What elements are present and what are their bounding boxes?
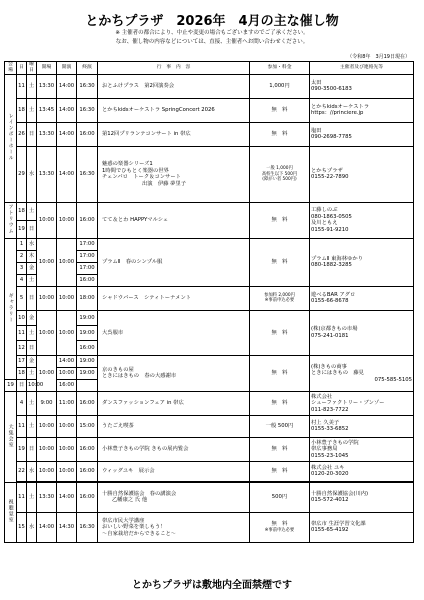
cell-day: 11 <box>17 415 27 437</box>
header-venue: 会場 <box>5 62 17 75</box>
cell-end: 16:00 <box>77 122 98 146</box>
contact-line: 090-2698-7785 <box>311 134 352 141</box>
header-fee: 参加・料金 <box>250 62 310 75</box>
cell-start: 10:00 <box>57 286 77 310</box>
cell-end: 16:00 <box>57 379 77 391</box>
cell-fee: 無 料 <box>250 238 310 286</box>
cell-fee: 無 料 <box>250 461 310 481</box>
contact-line: プラムⅡ 東海林ゆかり <box>311 255 363 262</box>
table-row <box>5 391 414 415</box>
contact-line: 塩田 <box>311 127 322 134</box>
cell-day: 18 <box>17 202 27 220</box>
cell-day: 22 <box>17 461 27 481</box>
cell-end: 16:00 <box>77 391 98 415</box>
cell-day: 18 <box>17 98 27 122</box>
cell-weekday: 土 <box>27 274 37 286</box>
event-line: 乙幡康之 氏 他 <box>112 497 148 504</box>
cell-contact <box>310 98 414 122</box>
cell-contact <box>310 355 414 391</box>
cell-fee <box>250 286 310 310</box>
cell-event <box>98 146 250 202</box>
cell-event <box>98 512 250 542</box>
cell-event <box>98 355 250 391</box>
table-row <box>5 286 414 310</box>
cell-day: 15 <box>17 512 27 542</box>
table-row <box>5 74 414 98</box>
cell-event: ウィッグユキ 展示会 <box>98 461 250 481</box>
contact-line: 工藤しのぶ <box>311 207 338 214</box>
cell-fee <box>250 512 310 542</box>
cell-weekday: 木 <box>27 250 37 262</box>
cell-event: 小林豊子きもの学院 きもの展内覧会 <box>98 437 250 461</box>
cell-end: 16:00 <box>77 202 98 238</box>
cell-end: 16:00 <box>77 340 98 355</box>
header-weekday: 曜日 <box>27 62 37 75</box>
cell-start: 10:00 <box>57 238 77 286</box>
cell-fee: 500円 <box>250 482 310 512</box>
cell-open: 10:00 <box>37 286 57 310</box>
cell-open: 10:00 <box>37 437 57 461</box>
cell-contact <box>310 74 414 98</box>
cell-fee <box>250 146 310 202</box>
cell-event: 大呉服市 <box>98 310 250 355</box>
contact-line: 帯広市 生涯学習文化課 <box>311 520 366 527</box>
cell-day: 11 <box>17 325 27 340</box>
contact-line: 遊べるBAR アグロ <box>311 291 356 298</box>
cell-day: 1 <box>17 238 27 250</box>
fee-line: ※事前申込必要 <box>264 298 295 304</box>
header-event: 行 事 内 容 <box>98 62 250 75</box>
table-row <box>5 122 414 146</box>
cell-end: 16:30 <box>77 74 98 98</box>
cell-contact <box>310 122 414 146</box>
cell-fee: 無 料 <box>250 98 310 122</box>
fee-line: 一般 1,000円 <box>266 166 293 172</box>
venue-label: ギャラリー <box>7 292 14 323</box>
cell-day: 18 <box>17 367 27 379</box>
cell-end: 16:30 <box>77 146 98 202</box>
contact-line: 080-1863-0505 <box>311 213 352 220</box>
cell-weekday: 水 <box>27 461 37 481</box>
cell-day: 26 <box>17 122 27 146</box>
cell-end: 19:00 <box>77 367 98 379</box>
cell-contact <box>310 310 414 355</box>
cell-start: 10:00 <box>57 310 77 355</box>
cell-event: てて＆とわ HAPPYマルシェ <box>98 202 250 238</box>
cell-open: 13:30 <box>37 146 57 202</box>
cell-contact <box>310 146 414 202</box>
event-line: 京のきもの屋 <box>102 366 134 373</box>
cell-weekday: 金 <box>27 262 37 274</box>
cell-open: 13:30 <box>37 74 57 98</box>
table-row <box>5 202 414 220</box>
contact-line: 0155-65-4192 <box>311 527 349 534</box>
cell-contact <box>310 202 414 238</box>
header-open: 開場 <box>37 62 57 75</box>
cell-day: 17 <box>17 355 27 367</box>
table-row <box>5 238 414 250</box>
cell-event <box>98 482 250 512</box>
cell-fee: 無 料 <box>250 310 310 355</box>
cell-end: 16:30 <box>77 512 98 542</box>
footer-no-smoking: とかちプラザは敷地内全面禁煙です <box>132 580 292 591</box>
cell-weekday: 日 <box>27 286 37 310</box>
cell-contact <box>310 391 414 415</box>
cell-open: 10:00 <box>37 355 57 391</box>
contact-line: ときにはきもの 藤見 <box>311 370 364 377</box>
cell-weekday: 土 <box>27 325 37 340</box>
cell-weekday: 土 <box>27 202 37 220</box>
cell-contact <box>310 238 414 286</box>
event-line: ～自家栽培だからできること～ <box>102 530 177 537</box>
cell-open: 9:00 <box>37 391 57 415</box>
cell-end: 16:00 <box>77 482 98 512</box>
table-row <box>5 461 414 481</box>
cell-start: 10:00 <box>57 202 77 238</box>
event-line: 1時間でひもとく楽器の世界 <box>102 167 169 174</box>
cell-start: 14:00 <box>57 98 77 122</box>
cell-day: 4 <box>17 274 27 286</box>
cell-end: 19:00 <box>77 355 98 367</box>
contact-line: 株式会社 ユキ <box>311 464 345 471</box>
cell-fee: 無 料 <box>250 355 310 391</box>
cell-open: 10:00 <box>37 415 57 437</box>
contact-line: (株)きもの商事 <box>311 363 347 370</box>
table-row <box>5 355 414 367</box>
table-row <box>5 146 414 202</box>
cell-fee: 無 料 <box>250 122 310 146</box>
cell-start: 10:00 <box>57 367 77 379</box>
event-line: ときにはきもの 春の大感謝市 <box>102 373 177 380</box>
contact-line: (株)京都きもの市場 <box>311 326 358 333</box>
cell-event: おとふけプラス 第2回演奏会 <box>98 74 250 98</box>
cell-event: 第12回プリランテコンサート in 帯広 <box>98 122 250 146</box>
event-line: 魅惑の楽器シリーズ1 <box>102 161 153 168</box>
cell-event: ダンスファッションフェア in 帯広 <box>98 391 250 415</box>
cell-weekday: 水 <box>27 238 37 250</box>
venue-workshop-room <box>5 482 17 542</box>
cell-open: 13:30 <box>37 122 57 146</box>
cell-start: 10:00 <box>57 461 77 481</box>
contact-line: 及川ともえ <box>311 220 338 227</box>
venue-atrium <box>5 202 17 238</box>
cell-contact <box>310 482 414 512</box>
cell-start: 10:00 <box>57 437 77 461</box>
notice-line-1: ※ 主催者の都合により、中止や変更の場合もございますのでご了承ください。 <box>115 30 309 36</box>
cell-end: 16:00 <box>77 461 98 481</box>
contact-line: 十勝自然保護協会(川内) <box>311 490 369 497</box>
cell-fee: 無 料 <box>250 391 310 415</box>
cell-start: 14:00 <box>57 355 77 367</box>
cell-weekday: 日 <box>27 437 37 461</box>
venue-label: レインボーホール <box>7 113 14 162</box>
table-header-row <box>5 62 414 75</box>
cell-weekday: 日 <box>27 122 37 146</box>
cell-day: 11 <box>17 74 27 98</box>
venue-label: アトリウム <box>7 204 14 235</box>
cell-day: 11 <box>17 482 27 512</box>
contact-line: 0155-91-9210 <box>311 227 349 234</box>
cell-weekday: 日 <box>17 379 27 391</box>
cell-contact <box>310 286 414 310</box>
table-row <box>5 98 414 122</box>
venue-label: 大集会室 <box>7 423 14 448</box>
cell-weekday: 水 <box>27 146 37 202</box>
cell-open: 14:00 <box>37 512 57 542</box>
contact-line: 0155-23-1045 <box>311 452 349 459</box>
cell-weekday: 水 <box>27 512 37 542</box>
cell-end: 15:00 <box>77 415 98 437</box>
header-end: 終演 <box>77 62 98 75</box>
event-line: 十勝自然保護協会 春の講演会 <box>102 490 177 497</box>
cell-open: 13:45 <box>37 98 57 122</box>
schedule-table <box>4 61 414 543</box>
cell-end: 19:00 <box>77 310 98 325</box>
cell-fee: 一般 500円 <box>250 415 310 437</box>
header-start: 開演 <box>57 62 77 75</box>
cell-start: 10:00 <box>57 415 77 437</box>
cell-end: 17:00 <box>77 262 98 274</box>
contact-line: とかちkidsオーケストラ <box>311 103 370 110</box>
cell-fee: 1,000円 <box>250 74 310 98</box>
fee-line: 高校生以下 500円 <box>261 171 298 177</box>
contact-line: 太田 <box>311 79 322 86</box>
header-day: 日 <box>17 62 27 75</box>
page-title: とかちプラザ 2026年 4月の主な催し物 <box>85 14 339 29</box>
cell-weekday: 土 <box>27 391 37 415</box>
cell-day: 19 <box>5 379 17 391</box>
cell-day: 29 <box>17 146 27 202</box>
notice-line-2: なお、催し物の内容などについては、直接、主催者へお問い合わせください。 <box>115 39 309 45</box>
contact-line: 0155-33-6852 <box>311 426 349 433</box>
current-date: （令和8年 3月19日現在） <box>347 54 410 60</box>
fee-line: (障がい者 500円) <box>262 177 297 183</box>
cell-contact <box>310 437 414 461</box>
cell-day: 4 <box>17 391 27 415</box>
cell-event: とかちkidsオーケストラ SpringConcert 2026 <box>98 98 250 122</box>
contact-line: 015-572-4012 <box>311 497 349 504</box>
cell-open: 10:00 <box>37 461 57 481</box>
cell-weekday: 土 <box>27 367 37 379</box>
event-line: おいしい野菜を楽しもう！ <box>102 524 166 531</box>
contact-line: シューファクトリー・ブンゾー <box>311 400 385 407</box>
venue-rainbow-hall <box>5 74 17 202</box>
contact-line: https：//princiere.jp <box>311 110 364 117</box>
contact-line: 小林豊子きもの学院 <box>311 439 359 446</box>
contact-line: とかちプラザ <box>311 167 343 174</box>
cell-day: 12 <box>17 340 27 355</box>
cell-contact <box>310 415 414 437</box>
cell-weekday: 土 <box>27 482 37 512</box>
cell-start: 14:00 <box>57 146 77 202</box>
fee-line: ※事前申込必要 <box>264 528 295 534</box>
cell-day: 2 <box>17 250 27 262</box>
cell-end: 17:00 <box>77 250 98 262</box>
event-line: 出演 伊藤 夢里子 <box>142 181 187 188</box>
cell-start: 11:00 <box>57 391 77 415</box>
cell-event: プラムⅡ 春のシンプル服 <box>98 238 250 286</box>
event-line: チェンバロ トーク＆コンサート <box>102 174 181 181</box>
contact-line: 0155-66-8678 <box>311 298 349 305</box>
cell-day: 5 <box>17 286 27 310</box>
table-row <box>5 310 414 325</box>
cell-day: 10 <box>17 310 27 325</box>
contact-line: 0120-20-3020 <box>311 471 349 478</box>
cell-day: 19 <box>17 220 27 238</box>
event-line: 帯広市民大学講座 <box>102 517 145 524</box>
contact-line: 075-585-5105 <box>374 376 412 383</box>
cell-weekday: 日 <box>27 220 37 238</box>
cell-weekday: 日 <box>27 340 37 355</box>
contact-line: 090-3500-6183 <box>311 86 352 93</box>
venue-large-conference-room <box>5 391 17 482</box>
cell-end: 16:00 <box>77 274 98 286</box>
cell-fee: 無 料 <box>250 437 310 461</box>
table-row <box>5 437 414 461</box>
contact-line: 0155-22-7890 <box>311 174 349 181</box>
contact-line: 村上 久美子 <box>311 419 340 426</box>
contact-line: 080-1882-3285 <box>311 262 352 269</box>
cell-contact <box>310 512 414 542</box>
cell-fee: 無 料 <box>250 202 310 238</box>
contact-line: 075-241-0181 <box>311 332 349 339</box>
cell-open: 10:00 <box>37 238 57 286</box>
cell-weekday: 金 <box>27 310 37 325</box>
fee-line: 無 料 <box>271 521 288 528</box>
cell-start: 14:30 <box>57 512 77 542</box>
venue-label: 視聴覚室 <box>7 499 14 524</box>
contact-line: 011-823-7722 <box>311 406 349 413</box>
cell-weekday: 土 <box>27 98 37 122</box>
cell-end: 16:00 <box>77 437 98 461</box>
cell-contact <box>310 461 414 481</box>
cell-start: 10:00 <box>27 379 37 391</box>
cell-start: 14:00 <box>57 122 77 146</box>
cell-day: 3 <box>17 262 27 274</box>
cell-end: 16:30 <box>77 98 98 122</box>
cell-end: 18:00 <box>77 286 98 310</box>
contact-line: 株式会社 <box>311 393 333 400</box>
fee-line: 参加料 2,000円 <box>264 293 295 299</box>
cell-day: 19 <box>17 437 27 461</box>
cell-weekday: 金 <box>27 355 37 367</box>
cell-event: シャドウバース シティトーナメント <box>98 286 250 310</box>
venue-gallery <box>5 238 17 379</box>
cell-end: 17:00 <box>77 238 98 250</box>
cell-open: 13:30 <box>37 482 57 512</box>
cell-start: 14:00 <box>57 74 77 98</box>
cell-start: 14:00 <box>57 482 77 512</box>
table-row <box>5 512 414 542</box>
header-contact: 主催者及び連絡先等 <box>310 62 414 75</box>
cell-weekday: 土 <box>27 415 37 437</box>
contact-line: 帯広事務局 <box>311 446 338 453</box>
cell-event: うたごえ喫茶 <box>98 415 250 437</box>
cell-open: 10:00 <box>37 202 57 238</box>
cell-end: 19:00 <box>77 325 98 340</box>
table-row <box>5 415 414 437</box>
table-row <box>5 482 414 512</box>
cell-weekday: 土 <box>27 74 37 98</box>
cell-open: 10:00 <box>37 310 57 355</box>
